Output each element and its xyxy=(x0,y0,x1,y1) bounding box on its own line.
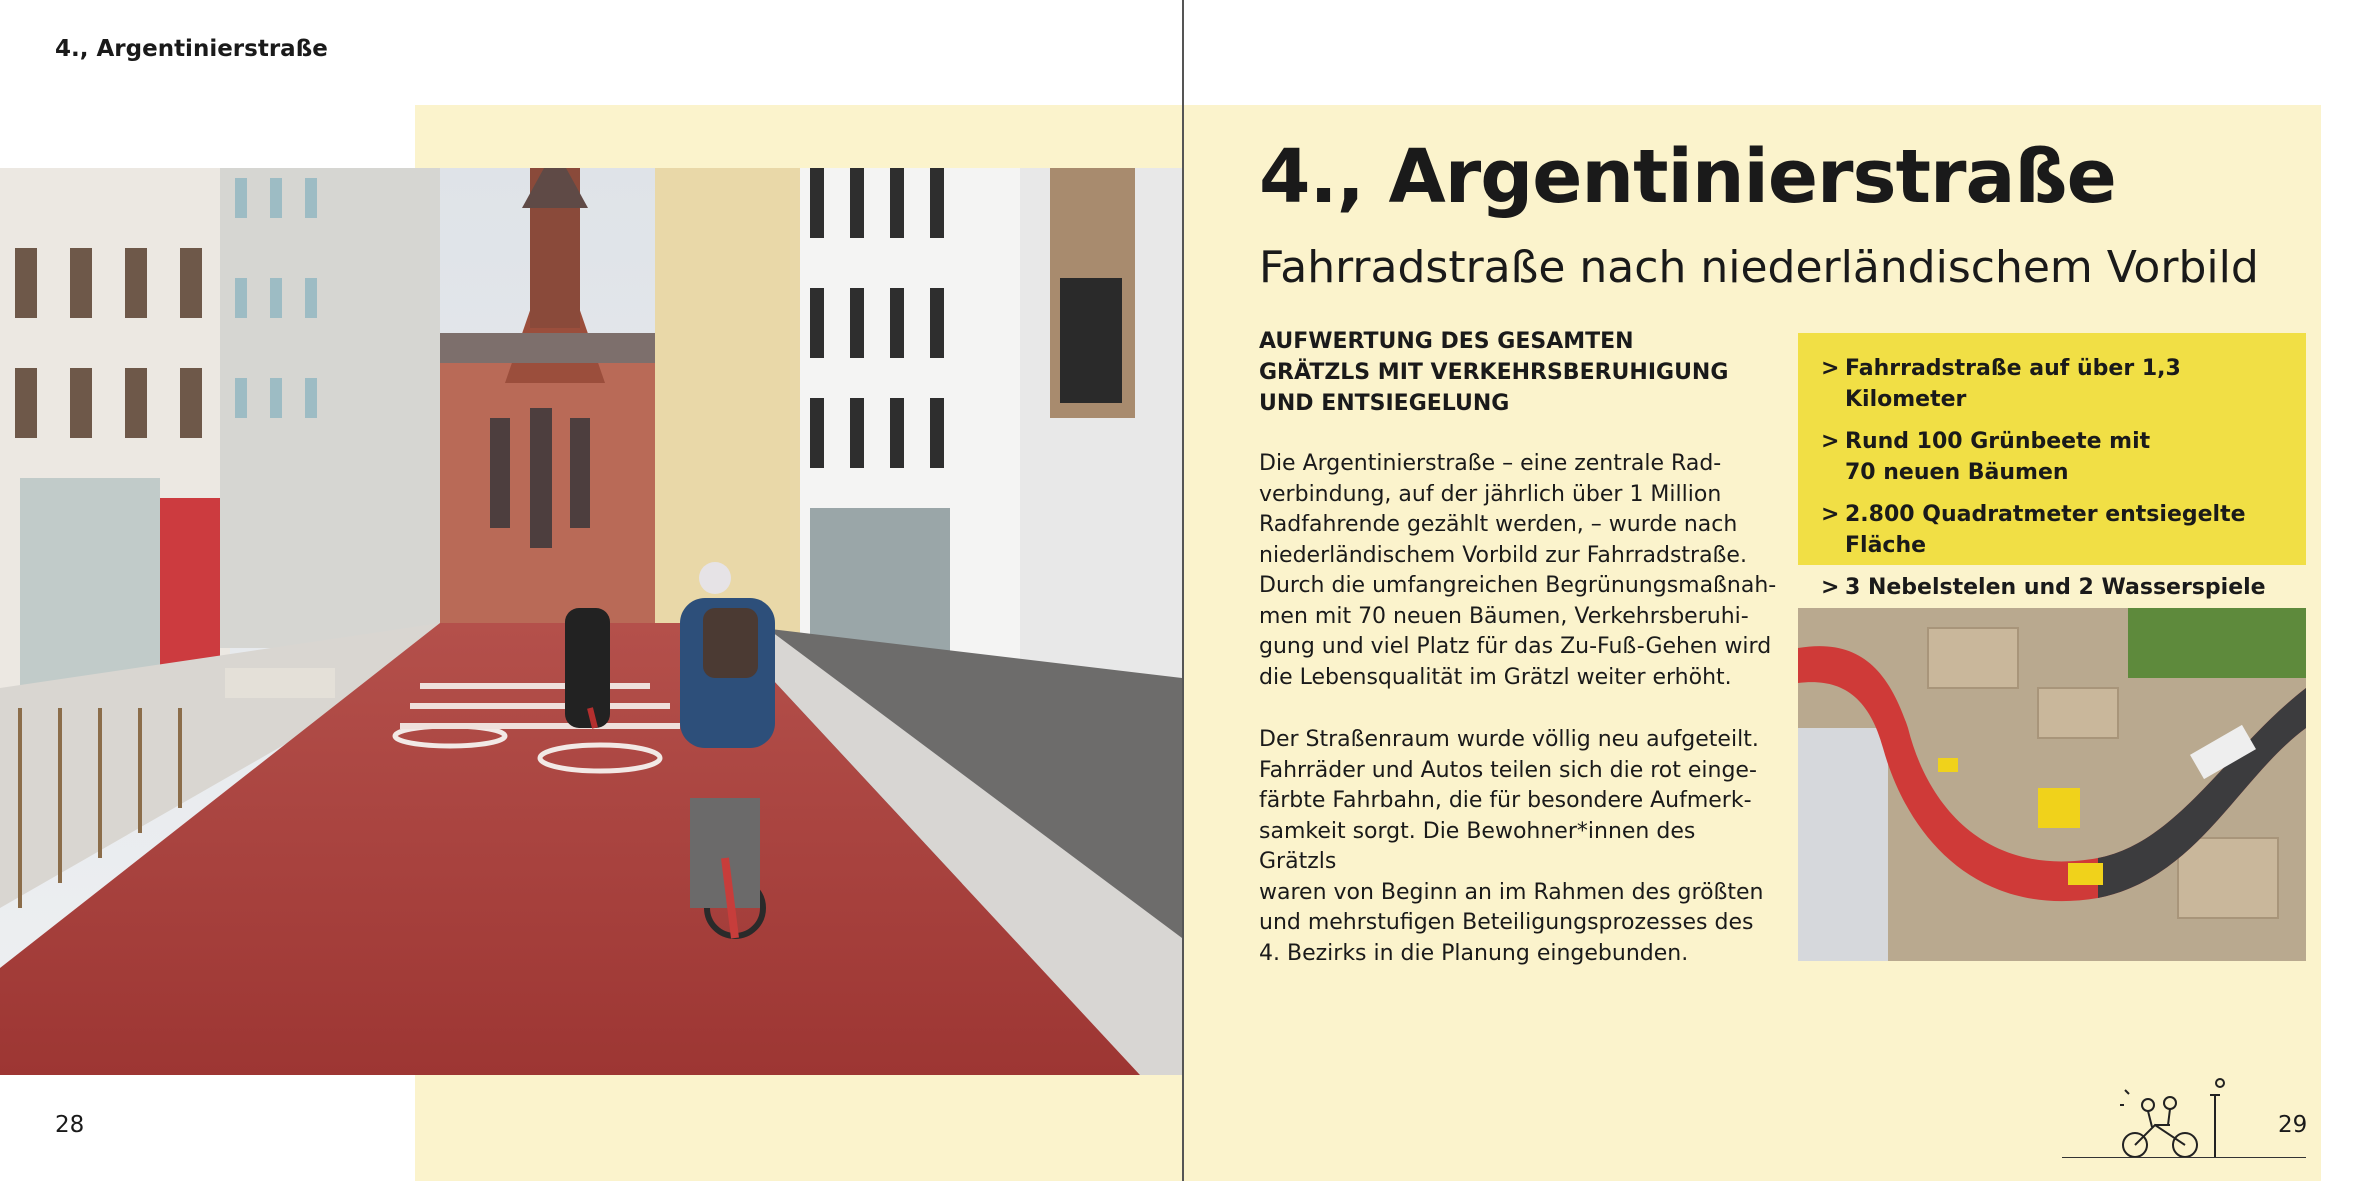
text-line: verbindung, auf der jährlich über 1 Million xyxy=(1259,481,1722,507)
street-photo-illustration xyxy=(0,168,1182,1075)
fact-item xyxy=(1821,572,2296,603)
footer-rule xyxy=(2062,1157,2306,1158)
bullet-arrow-icon: > xyxy=(1821,356,1840,381)
fact-text: Fahrradstraße auf über 1,3 Kilometer xyxy=(1845,356,2181,412)
text-line: gung und viel Platz für das Zu-Fuß-Gehen wird xyxy=(1259,634,1772,659)
kicker-line: UND ENTSIEGELUNG xyxy=(1259,391,1510,416)
kicker-line: AUFWERTUNG DES GESAMTEN xyxy=(1259,329,1634,354)
page-title: 4., Argentinierstraße xyxy=(1259,134,2116,220)
text-line: Der Straßenraum wurde völlig neu aufgeteilt. xyxy=(1259,727,1759,752)
tandem-bike-icon xyxy=(2110,1075,2240,1160)
kicker-line: GRÄTZLS MIT VERKEHRSBERUHIGUNG xyxy=(1259,360,1729,385)
cyclists-sketch xyxy=(2110,1075,2240,1160)
page-number-right: 29 xyxy=(2278,1112,2308,1138)
text-line: die Lebensqualität im Grätzl weiter erhöht. xyxy=(1259,664,1732,690)
fact-text: 3 Nebelstelen und 2 Wasserspiele xyxy=(1845,575,2266,600)
fact-item xyxy=(1821,353,2296,415)
text-line: und mehrstufigen Beteiligungsprozesses des xyxy=(1259,910,1754,935)
street-photo xyxy=(0,168,1182,1075)
bullet-arrow-icon: > xyxy=(1821,429,1840,454)
bullet-arrow-icon: > xyxy=(1821,575,1840,600)
fact-item xyxy=(1821,426,2296,488)
text-line: waren von Beginn an im Rahmen des größten xyxy=(1259,879,1764,905)
aerial-photo xyxy=(1798,608,2306,961)
text-line: niederländischem Vorbild zur Fahrradstraße. xyxy=(1259,542,1747,568)
fact-item xyxy=(1821,499,2296,561)
text-line: Durch die umfangreichen Begrünungsmaßnah- xyxy=(1259,573,1777,598)
aerial-photo-illustration xyxy=(1798,608,2306,961)
facts-box xyxy=(1798,333,2306,600)
paragraph-1 xyxy=(1259,449,1779,693)
text-line: 4. Bezirks in die Planung eingebunden. xyxy=(1259,940,1689,966)
text-line: Radfahrende gezählt werden, – wurde nach xyxy=(1259,512,1738,537)
text-line: Die Argentinierstraße – eine zentrale Rad- xyxy=(1259,451,1722,476)
text-line: Fahrräder und Autos teilen sich die rot einge- xyxy=(1259,757,1757,783)
text-line: men mit 70 neuen Bäumen, Verkehrsberuhi- xyxy=(1259,603,1749,629)
page-subtitle: Fahrradstraße nach niederländischem Vorbild xyxy=(1259,242,2259,293)
text-line: färbte Fahrbahn, die für besondere Aufmerk- xyxy=(1259,788,1752,813)
fact-text: Rund 100 Grünbeete mit 70 neuen Bäumen xyxy=(1845,429,2151,485)
fact-text: 2.800 Quadratmeter entsiegelte Fläche xyxy=(1845,502,2246,558)
section-kicker xyxy=(1259,326,1739,419)
running-head: 4., Argentinierstraße xyxy=(55,36,328,62)
text-line: samkeit sorgt. Die Bewohner*innen des Grätzls xyxy=(1259,818,1696,874)
page-number-left: 28 xyxy=(55,1112,85,1138)
paragraph-2 xyxy=(1259,725,1779,969)
facts-list xyxy=(1821,353,2296,603)
bullet-arrow-icon: > xyxy=(1821,502,1840,527)
